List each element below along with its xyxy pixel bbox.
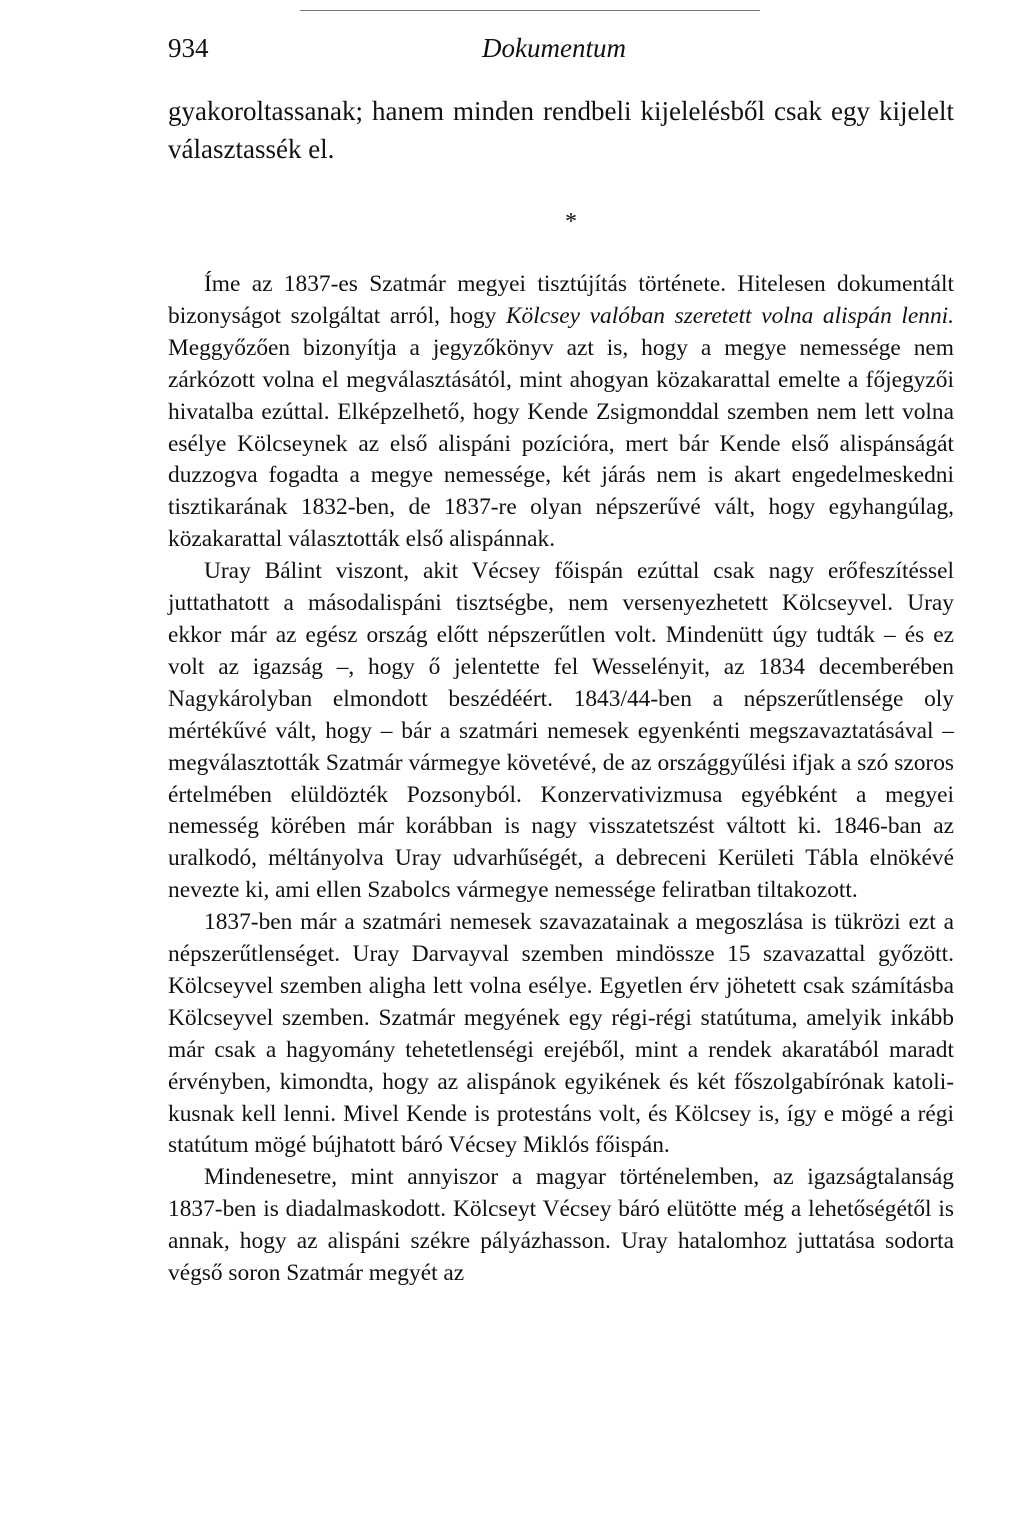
page-header [168, 30, 954, 66]
paragraph-3: Uray Bálint viszont, akit Vécsey főispán ezúttal csak nagy erőfeszítéssel juttathatott a másodalispáni tisztségbe, nem versenyezhetett Kölcseyvel. Uray ekkor már az egész ország előtt népszerűtlen volt. Mindenütt úgy tudták – és ez volt az igazság –, hogy ő jelentette fel Wesselényit, az 1834 decemberében Nagykárolyban elmondott beszédéért. 1843/44-ben a népszerűtlensége oly mértékűvé vált, hogy – bár a szatmári nemesek egyenkénti megszavaztatásával – megválasztották Szatmár vármegye követévé, de az országgyűlési ifjak a szó szoros értelmében elüldözték Pozsonyból. Konzervativizmusa egyébként a megyei nemesség körében már korábban is nagy visszatetszést váltott ki. 1846-ban az uralkodó, méltányolva Uray udvarhűségét, a debreceni Kerületi Tábla elnökévé nevezte ki, ami ellen Szabolcs vármegye nemessége feliratban tiltakozott. [168, 558, 954, 904]
section-separator: * [565, 209, 577, 235]
paragraph-2-text-a: Íme az 1837-es Szatmár megyei tisztújítás története. Hitelesen dokumentált bizonyságot szolgáltat arról, hogy [168, 271, 954, 329]
page-number: 934 [168, 33, 209, 63]
top-rule [300, 10, 760, 11]
paragraph-5: Mindenesetre, mint annyiszor a magyar történelemben, az igazságtalanság 1837-ben is diadalmaskodott. Kölcseyt Vécsey báró elütötte még a lehetőségétől is annak, hogy az alispáni székre pályázhasson. Uray hatalomhoz juttatása sodorta végső soron Szatmár megyét az [168, 1164, 954, 1287]
running-title: Dokumentum [482, 33, 626, 63]
paragraph-2-text-b: Meggyőzően bizonyítja a jegyzőkönyv azt is, hogy a megye nemessége nem zárkózott volna el megválasztásától, mint ahogyan közakarattal emelte a főjegyzői hivatalba ezúttal. Elképzelhető, hogy Kende Zsigmonddal szemben nem lett volna esélye Kölcseynek az első alispáni pozícióra, mert bár Kende első alispánságát duzzogva fogadta a megye nemessége, két járás nem is akart engedelmeskedni tisztikarának 1832-ben, de 1837-re olyan népszerűvé vált, hogy egyhangúlag, közakarattal választották első alispánnak. [168, 334, 954, 553]
paragraph-1: gyakoroltassanak; hanem minden rendbeli kijelelésből csak egy kijelelt választassék el. [168, 96, 954, 164]
paragraph-4: 1837-ben már a szatmári nemesek szavazatainak a megoszlása is tükrözi ezt a népszerűtlenséget. Uray Darvayval szemben mindössze 15 szavazattal győzött. Kölcseyvel szemben aligha lett volna esélye. Egyetlen érv jöhetett csak számításba Kölcseyvel szemben. Szatmár megyének egy régi-régi statútuma, amelyik inkább már csak a hagyomány tehetetlenségi erejéből, mint a rendek akaratából maradt érvényben, kimondta, hogy az alispánok egyikének és két főszolgabírónak katolikusnak kell lenni. Mivel Kende is protestáns volt, és Kölcsey is, így e mögé a régi statútum mögé bújhatott báró Vécsey Miklós főispán. [168, 909, 954, 1159]
body-text [168, 92, 954, 1290]
paragraph-2-italic: Kölcsey valóban szeretett volna alispán lenni. [505, 302, 955, 329]
paragraph-2 [168, 269, 954, 556]
